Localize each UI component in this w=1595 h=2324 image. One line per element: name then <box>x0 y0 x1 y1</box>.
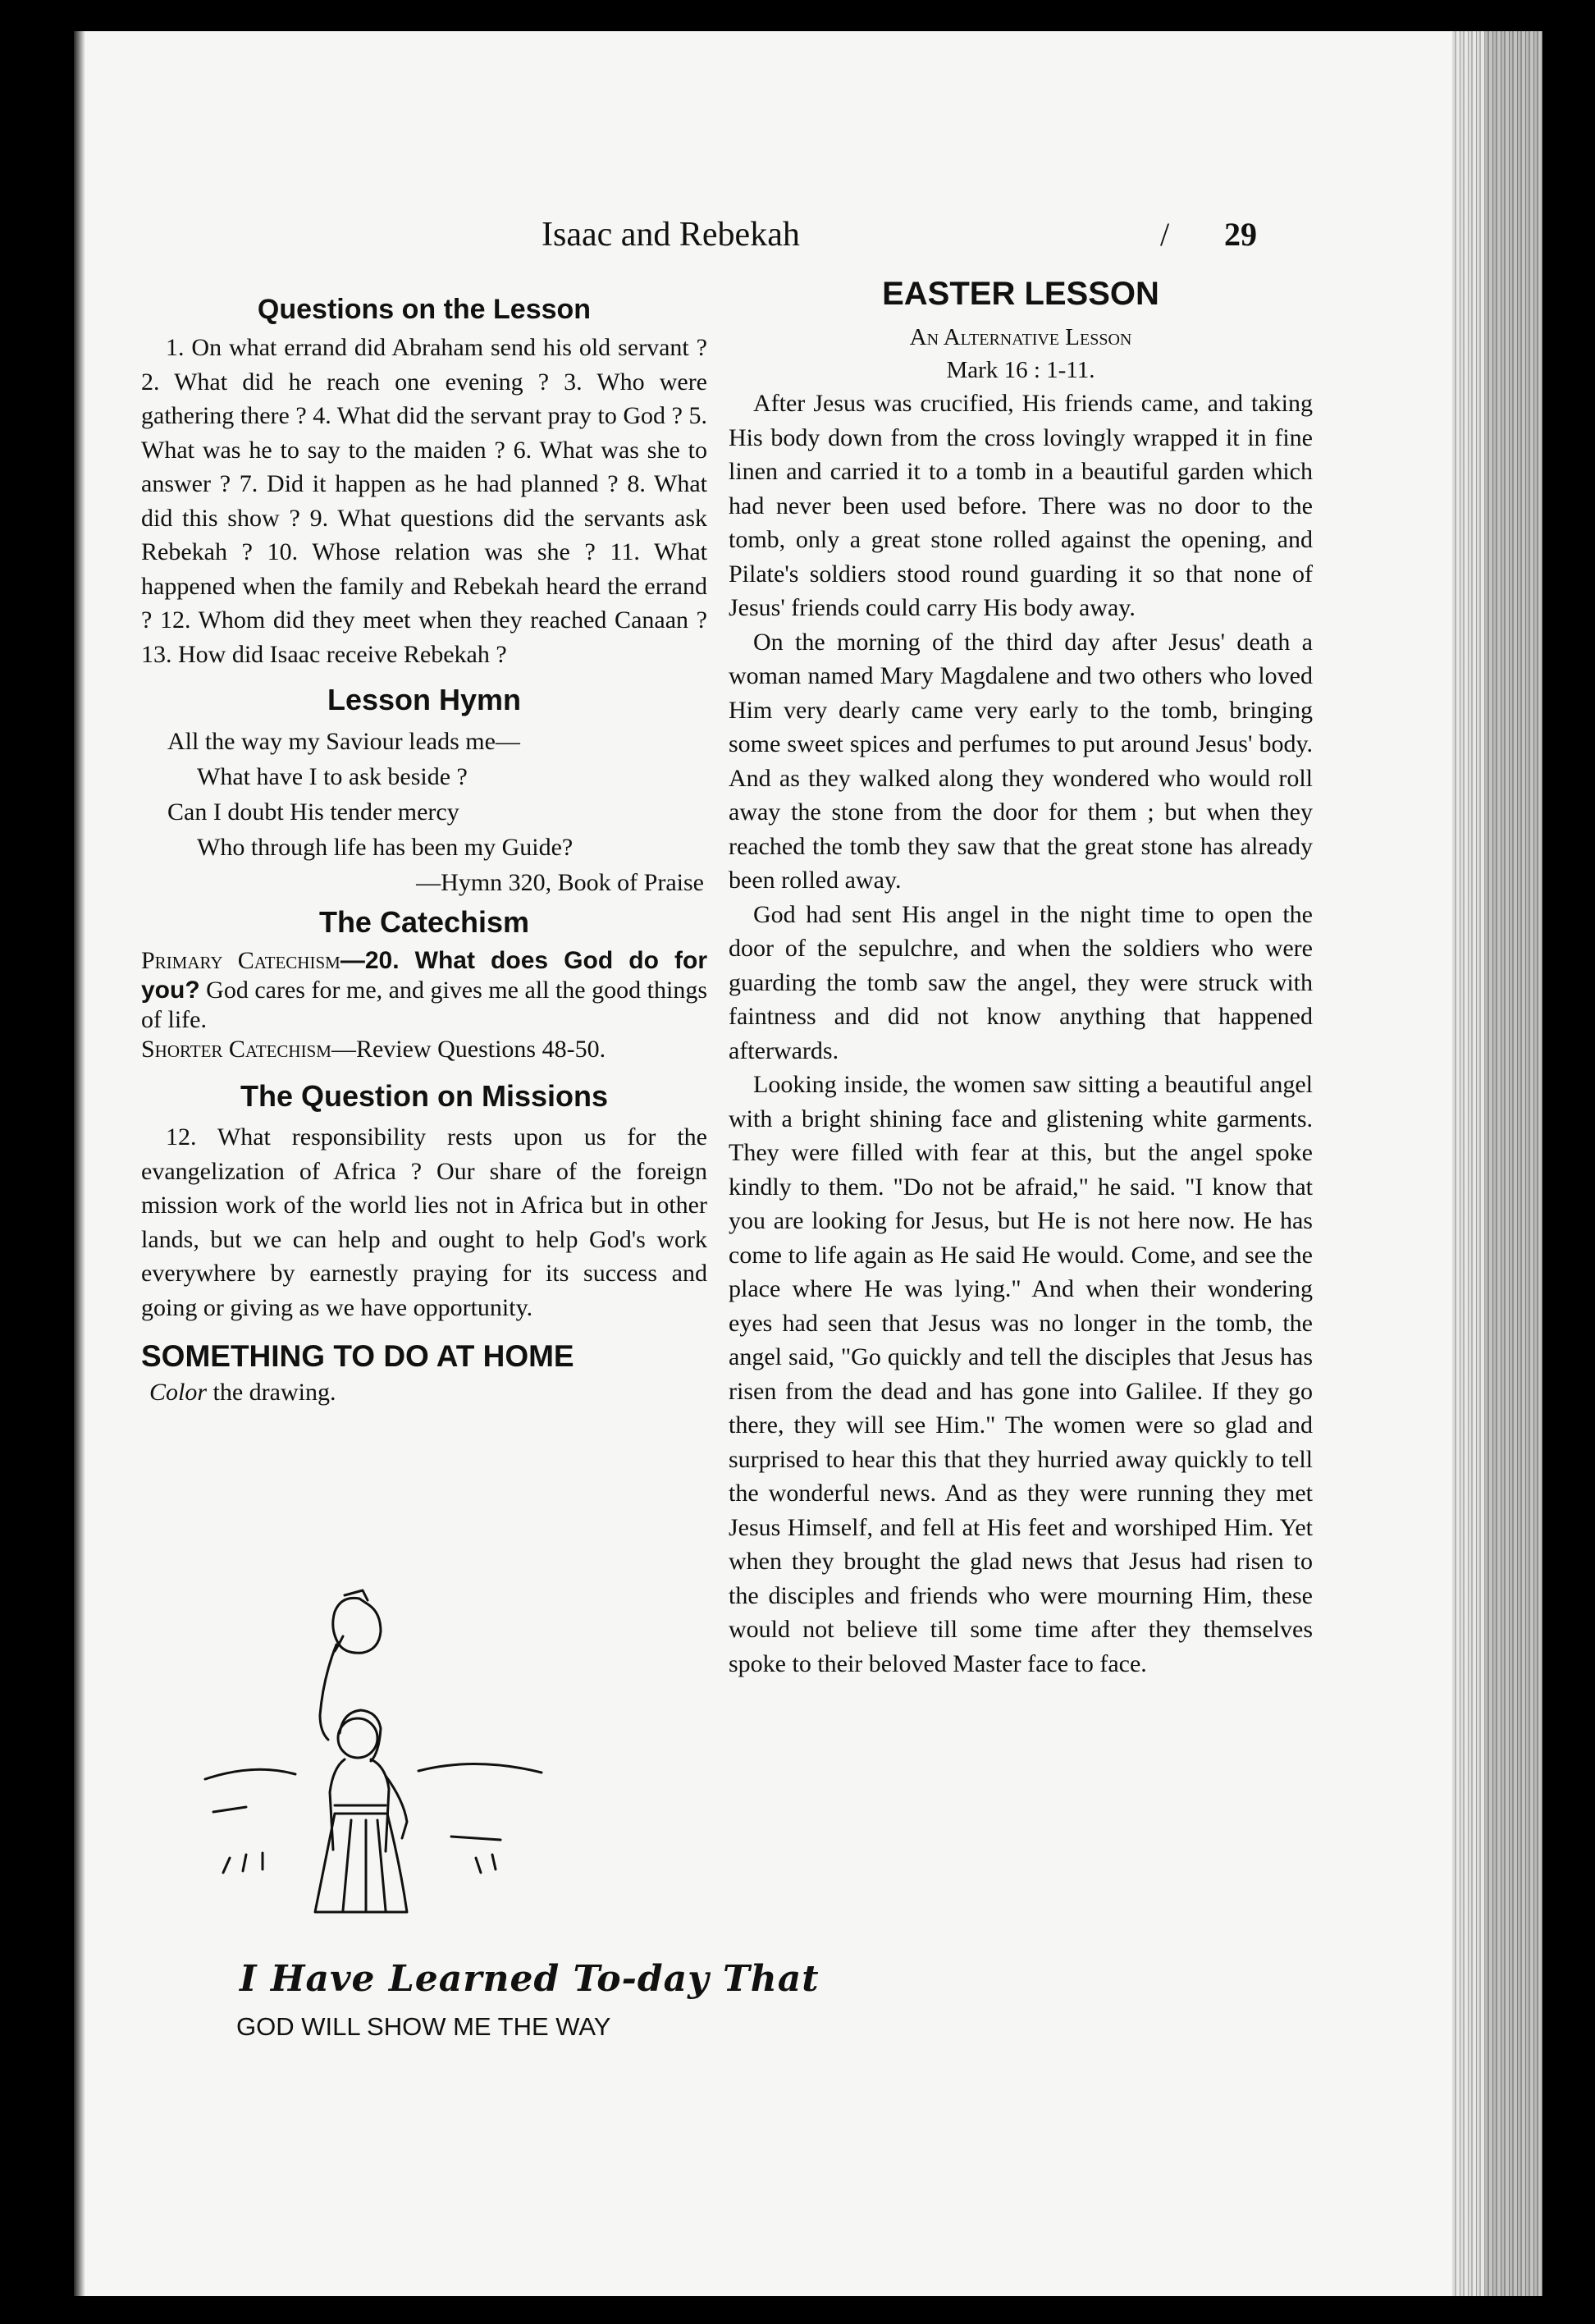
skirt-folds <box>343 1820 386 1910</box>
easter-lesson-subtitle: An Alternative Lesson <box>909 324 1132 350</box>
questions-text: 1. On what errand did Abraham send his old servant ? 2. What did he reach one evening ? 3. Who were gathering there ? 4. What did the servant pray to God ? 5. What was he to say to the maiden ? 6. What was she to answer ? 7. Did it happen as he had planned ? 8. What did this show ? 9. What questions did the servants ask Rebekah ? 10. Whose relation was she ? 11. What happened when the family and Rebekah heard the errand ? 12. Whom did they meet when they reached Canaan ? 13. How did Isaac receive Rebekah ? <box>141 334 707 668</box>
ground-strokes <box>205 1764 542 1873</box>
learned-today-heading: I Have Learned To-day That <box>240 1958 820 2000</box>
easter-lesson-reference: Mark 16 : 1-11. <box>946 357 1095 383</box>
home-activity-color-word: Color <box>149 1379 208 1406</box>
rebekah-with-water-jar-drawing <box>181 1566 558 1927</box>
skirt <box>315 1814 407 1912</box>
pencil-mark: / <box>1160 216 1170 253</box>
catechism-heading: The Catechism <box>318 905 530 939</box>
shorter-catechism-text: —Review Questions 48-50. <box>331 1036 606 1063</box>
easter-paragraph: On the morning of the third day after Jesus' death a woman named Mary Magdalene and two others who loved Him very dearly came very early to the tomb, bringing some sweet spices and perfumes to put around Jesus' body. And as they walked along they wondered who would roll away the stone from the door for them ; but when they reached the tomb they saw that the great stone has already been rolled away. <box>729 628 1313 894</box>
primary-catechism-question: —20. What does God do for you? <box>141 947 707 1004</box>
belt <box>335 1805 386 1814</box>
easter-paragraph: Looking inside, the women saw sitting a beautiful angel with a bright shining face and glistening white garments. They were filled with fear at this, but the angel spoke kindly to them. "Do not be afraid," he said. "I know that you are looking for Jesus, but He is not here now. He has come to life again as He said He would. Come, and see the place where He was lying." And when their wondering eyes had seen that Jesus was no longer in the tomb, the angel said, "Go quickly and tell the disciples that Jesus has risen from the dead and has gone into Galilee. If they go there, they will see Him." The women were so glad and surprised to hear this that they hurried away quickly to tell the wonderful news. And as they were running they met Jesus Himself, and fell at His feet and worshiped Him. Yet when they brought the glad news that Jesus had risen to the disciples and friends who were mourning Him, these would not believe till some time after they themselves spoke to their beloved Master face to face. <box>729 1071 1313 1677</box>
hymn-line: All the way my Saviour leads me— <box>167 728 520 755</box>
home-activity-instruction <box>149 1379 707 1407</box>
primary-catechism <box>141 946 707 1035</box>
missions-heading: The Question on Missions <box>240 1079 609 1113</box>
page-number: 29 <box>1224 216 1257 253</box>
learned-today-text: GOD WILL SHOW ME THE WAY <box>236 2012 611 2041</box>
spine-shadow <box>74 31 85 2296</box>
missions-text: 12. What responsibility rests upon us for the evangelization of Africa ? Our share of the foreign mission work of the world lies not in Africa but in other lands, but we can help and ought to help God's work everywhere by earnestly praying for its success and going or giving as we have opportunity. <box>141 1123 707 1321</box>
head <box>338 1718 377 1758</box>
page-edges <box>1452 31 1542 2296</box>
primary-catechism-answer: God cares for me, and gives me all the good things of life. <box>141 977 707 1033</box>
home-activity-rest: the drawing. <box>207 1379 336 1406</box>
hymn-verse <box>167 724 707 900</box>
running-head: Isaac and Rebekah <box>542 216 800 254</box>
hymn-line: Can I doubt His tender mercy <box>167 798 459 826</box>
primary-catechism-label: Primary Catechism <box>141 947 340 974</box>
shorter-catechism-label: Shorter Catechism <box>141 1036 331 1063</box>
raised-arm <box>320 1645 336 1740</box>
easter-paragraph: God had sent His angel in the night time to open the door of the sepulchre, and when the soldiers who were guarding the tomb saw the angel, they were struck with faintness and did not know anything that happened afterwards. <box>729 900 1313 1064</box>
home-activity-heading: SOMETHING TO DO AT HOME <box>141 1339 574 1373</box>
shorter-catechism <box>141 1035 707 1064</box>
left-column <box>141 294 707 1407</box>
easter-paragraph: After Jesus was crucified, His friends came, and taking His body down from the cross lovingly wrapped it in fine linen and carried it to a tomb in a beautiful garden which had never been used before. There was no door to the tomb, only a great stone rolled against the opening, and Pilate's soldiers stood round guarding it so that none of Jesus' friends could carry His body away. <box>729 390 1313 621</box>
hymn-heading: Lesson Hymn <box>327 683 522 716</box>
questions-heading: Questions on the Lesson <box>257 294 592 325</box>
easter-lesson-heading: EASTER LESSON <box>882 276 1159 312</box>
hymn-line: Who through life has been my Guide? <box>197 834 574 861</box>
hymn-line: What have I to ask beside ? <box>197 763 468 790</box>
hymn-source: —Hymn 320, Book of Praise <box>416 869 704 896</box>
right-column <box>729 276 1313 1681</box>
